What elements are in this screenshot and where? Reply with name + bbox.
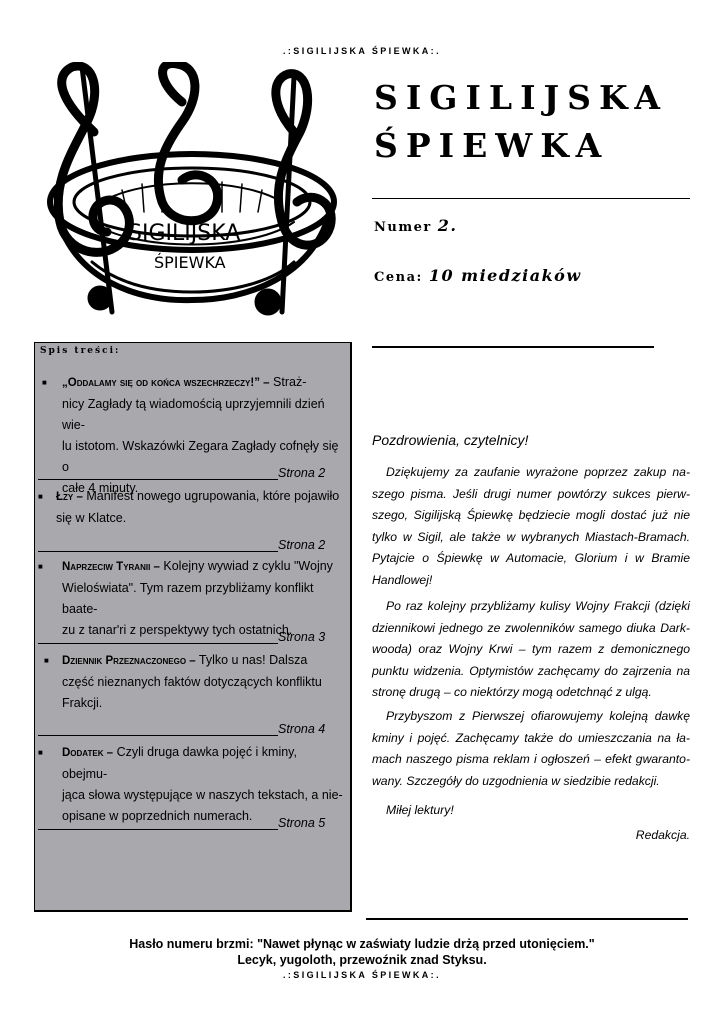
toc-entry-line: jąca słowa występujące w naszych tekstach, a nie- [62,788,343,802]
toc-entry-line: lu istotom. Wskazówki Zegara Zagłady cofnęły się o [62,439,339,474]
logo-text-line1: SIGILIJSKA [128,221,241,246]
toc-entry-line: Manifest nowego ugrupowania, które pojawiło [86,489,340,503]
page-number: Strona 4 [278,722,326,736]
toc-entry-line: Kolejny wywiad z cyklu "Wojny [163,559,333,573]
bullet-icon: ■ [42,378,47,387]
motto-line1: Hasło numeru brzmi: "Nawet płynąc w zaświaty ludzie drżą przed utonięciem." [129,937,595,951]
title-divider [372,198,690,199]
toc-entry[interactable] [38,650,344,713]
toc-entry-heading: Dodatek – [62,747,114,759]
letter-signature: Redakcja. [635,828,690,842]
title-line1: SIGILIJSKA [374,78,668,117]
toc-entry-line: część nieznanych faktów dotyczących konfliktu [62,675,322,689]
bullet-icon: ■ [38,562,43,571]
page-number: Strona 2 [278,466,326,480]
issue-number [374,216,457,235]
toc-entry-line: całe 4 minuty. [62,481,139,495]
letter-divider [366,918,688,920]
top-header-label: .:SIGILIJSKA ŚPIEWKA:. [283,46,441,56]
toc-entry-line: opisane w poprzednich numerach. [62,809,253,823]
letter-greeting: Pozdrowienia, czytelnicy! [372,432,529,448]
toc-entry-line: Czyli druga dawka pojęć i kminy, obejmu- [62,745,297,781]
toc-entry-line: Tylko u nas! Dalsza [198,653,308,667]
issue-value: 2. [437,216,458,235]
toc-entry-heading: „Oddalamy się od końca wszechrzeczy!” – [62,377,270,389]
toc-entry-line: Wieloświata". Tym razem przybliżamy konflikt baate- [62,581,314,616]
letter-paragraph: Miłej lektury! [386,803,454,817]
page-title [374,74,694,170]
bottom-header-label: .:SIGILIJSKA ŚPIEWKA:. [283,970,441,980]
bullet-icon: ■ [38,748,43,757]
cauldron-logo [32,62,350,324]
letter-paragraph: Przybyszom z Pierwszej ofiarowujemy kolejną dawkę kminy i pojęć. Zachęcamy także do umieszczania na ła-mach naszego pisma reklam i ogłoszeń – efekt gwaranto-wany. Szczegóły do uzgodnienia w siedzibie redakcji. [372,709,690,788]
price-value: 10 miedziaków [428,266,582,285]
toc-entry-heading: Naprzeciw Tyranii – [62,561,160,573]
letter-paragraph: Po raz kolejny przybliżamy kulisy Wojny Frakcji (dzięki dziennikowi jednego ze zwolenników samego diuka Dark-wooda) oraz Wojny Krwi – tym razem z demonicznego punktu widzenia. Optymistów zachęcamy do zajrzenia na stronę drugą – co niektórzy mogą odetchnąć z ulgą. [372,599,690,699]
toc-entry[interactable] [38,486,344,528]
motto-line2: Lecyk, yugoloth, przewoźnik znad Styksu. [237,953,487,967]
toc-entry-line: się w Klatce. [56,511,127,525]
toc-entry-heading: Dziennik Przeznaczonego – [62,655,196,667]
issue-label: Numer [374,220,432,235]
price-label: Cena: [374,270,423,285]
toc-title: Spis treści: [40,346,121,356]
toc-entry-line: Straż- [273,375,307,389]
price [374,266,582,285]
title-line2: ŚPIEWKA [374,126,610,165]
logo-text-line2: ŚPIEWKA [154,253,226,272]
page-number: Strona 5 [278,816,326,830]
toc-entry-line: zu z tanar'ri z perspektywy tych ostatnich. [62,623,293,637]
page-number: Strona 2 [278,538,326,552]
toc-entry-heading: Łzy – [56,491,83,503]
bullet-icon: ■ [44,656,49,665]
toc-entry-line: nicy Zagłady tą wiadomością uprzyjemnili dzień wie- [62,397,325,432]
bullet-icon: ■ [38,492,43,501]
meta-divider [372,346,654,348]
toc-entry-line: Frakcji. [62,696,103,710]
letter-paragraph: Dziękujemy za zaufanie wyrażone poprzez zakup na-szego pisma. Jeśli drugi numer powtórzy sukces pierw-szego, Sigilijską Śpiewkę będziecie mogli dostać już nie tylko w Sigil, ale także w wybranych Miastach-Bramach. Pytajcie o Śpiewkę w Automacie, Glorium i w Bramie Handlowej! [372,465,690,587]
page-number: Strona 3 [278,630,326,644]
